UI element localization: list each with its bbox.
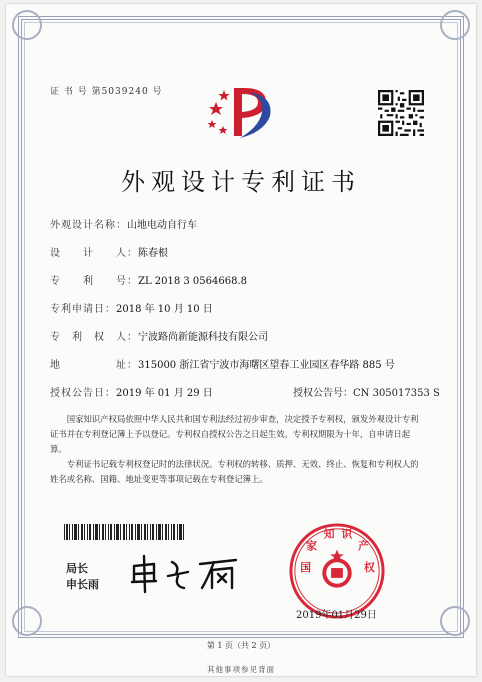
svg-text:家: 家 [306, 539, 317, 553]
certificate-title: 外观设计专利证书 [121, 168, 361, 196]
corner-ornament [12, 606, 42, 636]
svg-text:产: 产 [358, 539, 369, 553]
field-value: 山地电动自行车 [127, 220, 197, 231]
certificate-number: 证 书 号 第5039240 号 [50, 87, 163, 97]
field-label: 设 计 人： [50, 248, 138, 259]
field-grant-date [50, 384, 213, 399]
footer-note: 其他事项参见背面 [207, 665, 275, 674]
legal-status-statement: 专利证书记载专利权登记时的法律状况。专利权的转移、质押、无效、终止、恢复和专利权人的姓名或名称、国籍、地址变更等事项记载在专利登记簿上。 [50, 459, 419, 484]
svg-text:识: 识 [341, 527, 353, 541]
field-value: 2018 年 10 月 10 日 [116, 304, 213, 315]
corner-ornament [440, 10, 470, 40]
certificate-paper [6, 4, 476, 676]
field-label: 专 利 权 人： [50, 332, 138, 343]
field-value: 2019 年 01 月 29 日 [116, 388, 213, 399]
signatory-title: 局长 [66, 562, 88, 575]
qr-code-icon [378, 90, 424, 136]
field-label: 地 址： [50, 360, 138, 371]
field-value: ZL 2018 3 0564668.8 [138, 276, 248, 287]
corner-ornament [12, 10, 42, 40]
field-application-date [50, 300, 213, 315]
corner-ornament [440, 606, 470, 636]
field-value: 宁波路尚新能源科技有限公司 [138, 332, 268, 343]
field-label: 专 利 号： [50, 276, 138, 287]
signatory-name: 申长雨 [66, 578, 99, 591]
field-label: 授权公告日： [50, 388, 116, 399]
field-address [50, 356, 395, 371]
grant-statement: 国家知识产权局依照中华人民共和国专利法经过初步审查，决定授予专利权，颁发外观设计专利证书并在专利登记簿上予以登记。专利权自授权公告之日起生效。专利权期限为十年，自申请日起算。 [50, 414, 419, 454]
handwritten-signature [128, 552, 248, 594]
field-patent-number [50, 272, 247, 287]
field-label: 专利申请日： [50, 304, 116, 315]
field-designer [50, 244, 168, 259]
seal-date: 2019年01月29日 [296, 610, 377, 621]
field-label: 外观设计名称： [50, 220, 127, 231]
field-patentee [50, 328, 268, 343]
svg-text:权: 权 [363, 561, 375, 574]
field-design-name [50, 216, 197, 231]
barcode-icon [64, 524, 184, 540]
patent-office-logo-icon [204, 82, 280, 140]
svg-text:知: 知 [323, 527, 335, 541]
field-value: 315000 浙江省宁波市海曙区望春工业园区春华路 885 号 [138, 360, 395, 371]
svg-text:国: 国 [300, 561, 312, 574]
field-value: 陈春根 [138, 248, 168, 259]
publication-number: 授权公告号：CN 305017353 S [293, 388, 440, 399]
page-number: 第 1 页（共 2 页） [206, 641, 276, 650]
